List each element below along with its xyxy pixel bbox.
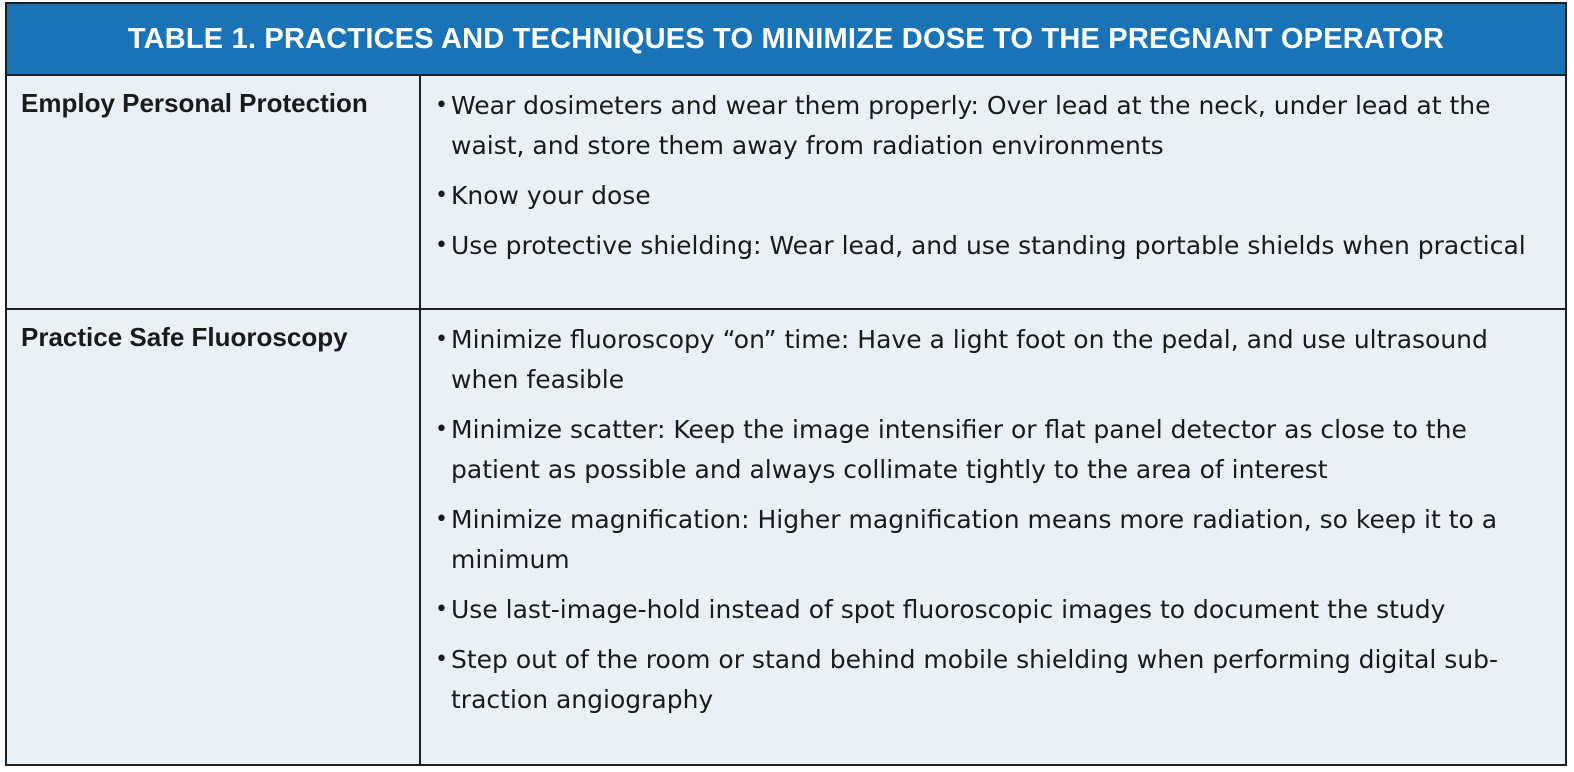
category-cell: Practice Safe Fluoroscopy (7, 310, 421, 764)
bullet-icon: • (435, 417, 448, 442)
list-item (435, 320, 1553, 400)
bullet-icon: • (435, 233, 448, 258)
practices-table (5, 2, 1567, 766)
table-title: TABLE 1. PRACTICES AND TECHNIQUES TO MINIMIZE DOSE TO THE PREGNANT OPERATOR (7, 4, 1565, 76)
bullet-icon: • (435, 597, 448, 622)
bullet-icon: • (435, 507, 448, 532)
table-row (7, 76, 1565, 310)
bullet-icon: • (435, 327, 448, 352)
list-item-text: Know your dose (451, 181, 651, 210)
list-item-text: Use last-image-hold instead of spot fluoroscopic images to document the study (451, 595, 1446, 624)
list-item (435, 176, 1553, 216)
bullet-icon: • (435, 93, 448, 118)
list-item (435, 410, 1553, 490)
items-cell (421, 76, 1565, 308)
list-item (435, 226, 1553, 266)
list-item-text: Minimize fluoroscopy “on” time: Have a light foot on the pedal, and use ultrasound when feasible (451, 325, 1488, 394)
items-cell (421, 310, 1565, 764)
bullet-icon: • (435, 183, 448, 208)
category-cell: Employ Personal Protection (7, 76, 421, 308)
list-item (435, 86, 1553, 166)
list-item (435, 500, 1553, 580)
list-item-text: Minimize magnification: Higher magnification means more radiation, so keep it to a minimum (451, 505, 1498, 574)
list-item-text: Minimize scatter: Keep the image intensifier or flat panel detector as close to the patient as possible and always collimate tightly to the area of interest (451, 415, 1467, 484)
list-item-text: Step out of the room or stand behind mobile shielding when performing digital sub-traction angiography (451, 645, 1499, 714)
list-item (435, 590, 1553, 630)
list-item-text: Wear dosimeters and wear them properly: Over lead at the neck, under lead at the waist, and store them away from radiation environments (451, 91, 1491, 160)
list-item (435, 640, 1553, 720)
table-row (7, 310, 1565, 764)
bullet-icon: • (435, 647, 448, 672)
list-item-text: Use protective shielding: Wear lead, and use standing portable shields when practical (451, 231, 1526, 260)
